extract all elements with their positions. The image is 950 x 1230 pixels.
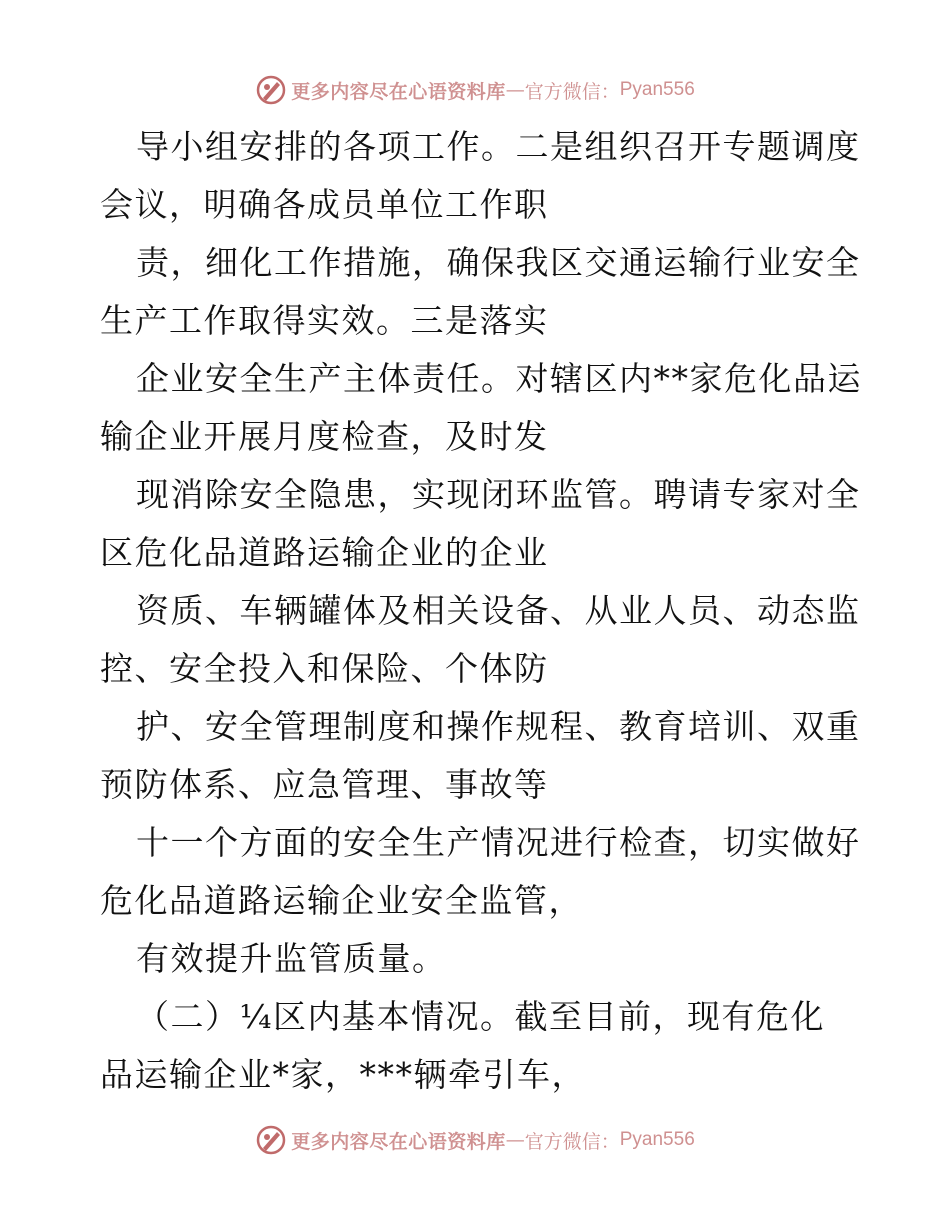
watermark-wechat-label: 官方微信：: [524, 1130, 620, 1153]
body-line: 会议，明确各成员单位工作职: [100, 185, 549, 224]
body-line: 区危化品道路运输企业的企业: [100, 533, 549, 572]
body-line: 控、安全投入和保险、个体防: [100, 649, 549, 688]
footer-watermark: [0, 1120, 950, 1160]
body-line: 资质、车辆罐体及相关设备、从业人员、动态监: [136, 591, 861, 630]
section-heading-line: （二）¼区内基本情况。截至目前，现有危化: [136, 997, 825, 1036]
watermark-wechat-id: Pyan556: [619, 79, 695, 100]
watermark-main-text: 更多内容尽在心语资料库: [291, 80, 506, 103]
document-body: [100, 118, 880, 1104]
body-line: 十一个方面的安全生产情况进行检查，切实做好: [136, 823, 861, 862]
watermark-dash: —: [505, 1129, 525, 1151]
body-line: 品运输企业*家，***辆牵引车，: [100, 1055, 586, 1094]
watermark-wechat-label: 官方微信：: [524, 80, 620, 103]
body-line: 生产工作取得实效。三是落实: [100, 301, 549, 340]
watermark-main-text: 更多内容尽在心语资料库: [291, 1130, 506, 1153]
body-line: 输企业开展月度检查，及时发: [100, 417, 549, 456]
header-watermark: [0, 70, 950, 110]
body-line: 现消除安全隐患，实现闭环监管。聘请专家对全: [136, 475, 861, 514]
body-line: 预防体系、应急管理、事故等: [100, 765, 549, 804]
body-line: 有效提升监管质量。: [136, 939, 447, 978]
watermark-wechat-id: Pyan556: [619, 1129, 695, 1150]
body-line: 责，细化工作措施，确保我区交通运输行业安全: [136, 243, 861, 282]
body-line: 导小组安排的各项工作。二是组织召开专题调度: [136, 127, 861, 166]
pen-seal-logo-icon: [255, 74, 287, 106]
body-line: 护、安全管理制度和操作规程、教育培训、双重: [136, 707, 861, 746]
body-line: 企业安全生产主体责任。对辖区内**家危化品运: [136, 359, 862, 398]
pen-seal-logo-icon: [255, 1124, 287, 1156]
body-line: 危化品道路运输企业安全监管，: [100, 881, 583, 920]
watermark-dash: —: [505, 79, 525, 101]
